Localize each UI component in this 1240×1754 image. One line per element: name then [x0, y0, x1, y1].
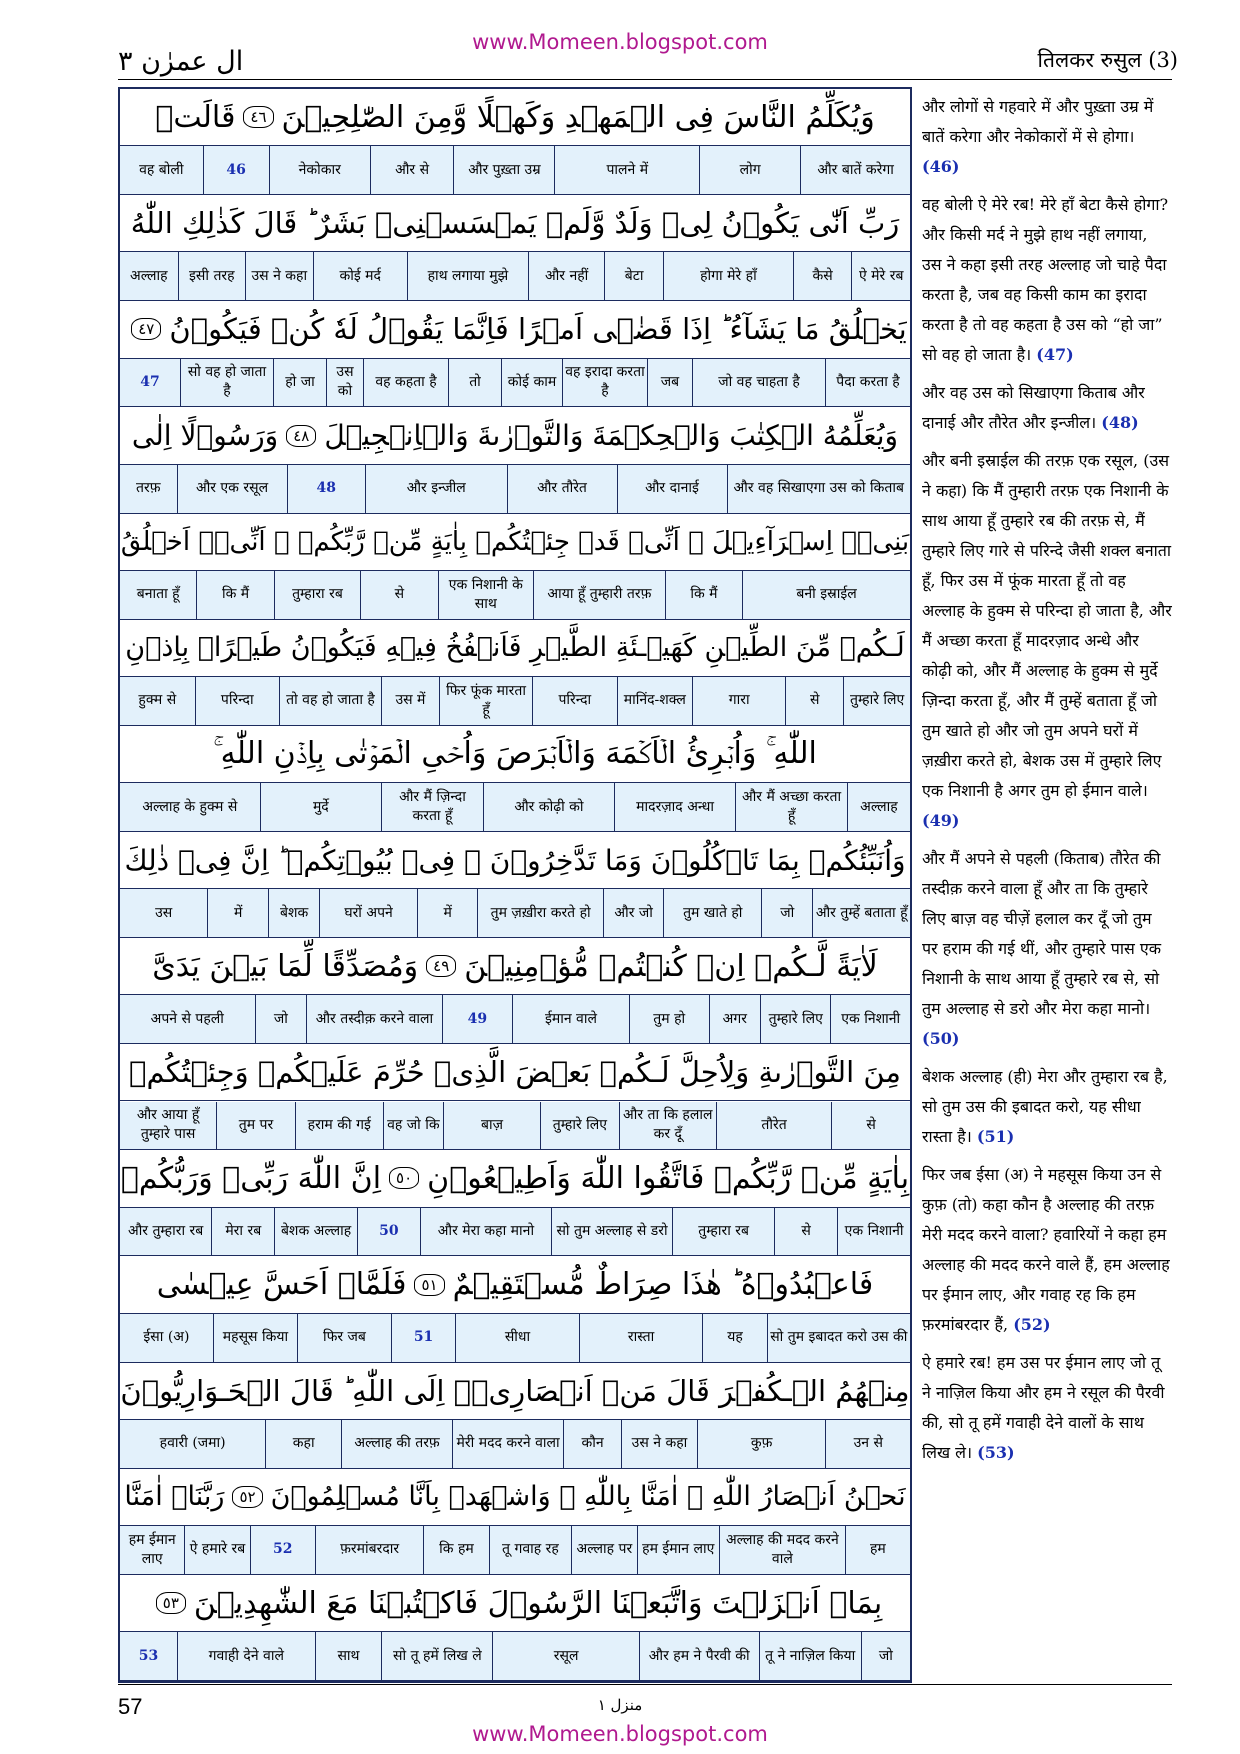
word-meaning-cell: जो: [761, 889, 812, 937]
word-meaning-cell: सो तुम अल्लाह से डरो: [551, 1208, 672, 1256]
word-meaning-cell: और ता कि हलाल कर दूँ: [619, 1102, 716, 1150]
word-meaning-cell: ईमान वाले: [512, 995, 629, 1043]
word-meaning-cell: होगा मेरे हाँ: [663, 252, 793, 300]
word-meaning-cell: हम: [845, 1526, 910, 1574]
word-meaning-cell: से: [774, 1208, 837, 1256]
word-meaning-cell: उस ने कहा: [245, 252, 313, 300]
hindi-word-row: [120, 995, 910, 1044]
word-meaning-cell: सो तू हमें लिख ले: [381, 1632, 492, 1680]
hindi-word-row: [120, 677, 910, 726]
word-meaning-cell: गवाही देने वाले: [177, 1632, 315, 1680]
footer-divider: [118, 1684, 1172, 1685]
manzil-label: منزل ١: [597, 1696, 643, 1714]
translation-ayah-number: (52): [1013, 1315, 1051, 1334]
word-meaning-cell: अल्लाह पर: [571, 1526, 636, 1574]
word-meaning-cell: नेकोकार: [269, 146, 370, 194]
arabic-text: وَيُعَلِّمُهُ الۡكِتٰبَ وَالۡحِكۡمَةَ وَالتَّوۡرٰٮةَ وَالۡاِنۡجِيۡلَ: [324, 419, 899, 453]
ayah-number-cell: 52: [250, 1526, 315, 1574]
ayah-number-marker: ٥٣: [156, 1592, 186, 1614]
arabic-text: بَنِىۡۤ اِسۡرَآءِيۡلَ ۙ اَنِّىۡ قَدۡ جِئۡتُكُمۡ بِاٰيَةٍ مِّنۡ رَّبِّكُمۡ ۙ اَنِّىۡۤ اَخۡلُقُ: [120, 526, 910, 557]
hindi-word-row: [120, 889, 910, 938]
ayah-number-cell: 46: [203, 146, 269, 194]
translation-text: बेशक अल्लाह (ही) मेरा और तुम्हारा रब है, सो तुम उस की इबादत करो, यह सीधा रास्ता है।: [922, 1067, 1168, 1146]
arabic-text-continued: وَمُصَدِّقًا لِّمَا بَيۡنَ يَدَىَّ: [152, 948, 419, 984]
word-meaning-cell: और बातें करेगा: [800, 146, 910, 194]
ayah-number-marker: ٤٧: [131, 318, 161, 340]
word-meaning-cell: और तौरेत: [507, 465, 617, 513]
ayah-number-marker: ٤٦: [243, 106, 273, 128]
word-meaning-cell: कोई मर्द: [313, 252, 407, 300]
word-meaning-cell: मेरा रब: [211, 1208, 274, 1256]
word-meaning-cell: वह जो कि: [383, 1102, 443, 1150]
arabic-line: [120, 514, 910, 571]
word-meaning-cell: फिर जब: [297, 1314, 391, 1362]
hindi-word-row: [120, 1632, 910, 1681]
word-meaning-cell: वह इरादा करता है: [562, 359, 647, 407]
hindi-word-row: [120, 1420, 910, 1469]
word-meaning-cell: बनी इस्राईल: [742, 571, 910, 619]
word-meaning-cell: से: [831, 1102, 910, 1150]
word-meaning-cell: इसी तरह: [178, 252, 246, 300]
ayah-number-cell: 50: [357, 1208, 420, 1256]
word-meaning-cell: ऐ मेरे रब: [851, 252, 910, 300]
ayah-number-marker: ٥٢: [232, 1486, 262, 1508]
word-meaning-cell: बेशक अल्लाह: [274, 1208, 357, 1256]
translation-paragraph: [922, 1062, 1172, 1152]
word-meaning-cell: से: [785, 677, 843, 725]
arabic-line: [120, 620, 910, 677]
translation-ayah-number: (53): [977, 1443, 1015, 1462]
word-meaning-cell: बाज़: [443, 1102, 540, 1150]
translation-paragraph: [922, 1348, 1172, 1468]
translation-paragraph: [922, 92, 1172, 182]
word-meaning-cell: और हम ने पैरवी की: [639, 1632, 759, 1680]
word-meaning-cell: और जो: [603, 889, 664, 937]
hindi-word-row: [120, 252, 910, 301]
word-meaning-cell: हो जा: [273, 359, 326, 407]
translation-paragraph: [922, 844, 1172, 1054]
word-meaning-cell: में: [207, 889, 268, 937]
arabic-text: وَيُكَلِّمُ النَّاسَ فِى الۡمَهۡدِ وَكَهۡلًا وَّمِنَ الصّٰلِحِيۡنَ: [281, 99, 875, 135]
word-meaning-cell: तू ने नाज़िल किया: [759, 1632, 861, 1680]
word-meaning-cell: तुम्हारा रब: [274, 571, 360, 619]
arabic-line: [120, 1363, 910, 1420]
translation-paragraph: [922, 1160, 1172, 1340]
word-meaning-cell: और मैं अच्छा करता हूँ: [735, 783, 847, 831]
arabic-text: لَاٰيَةً لَّـكُمۡ اِنۡ كُنۡتُمۡ مُّؤۡمِنِيۡنَ: [464, 948, 878, 984]
word-meaning-cell: सीधा: [455, 1314, 579, 1362]
word-meaning-cell: हराम की गई: [295, 1102, 383, 1150]
word-meaning-cell: बनाता हूँ: [136, 586, 180, 603]
juz-title: तिलकर रुसुल (3): [1037, 48, 1178, 72]
translation-text: ऐ हमारे रब! हम उस पर ईमान लाए जो तू ने नाज़िल किया और हम ने रसूल की पैरवी की, सो तू हमें गवाही देने वालों के साथ लिख ले।: [922, 1353, 1165, 1462]
arabic-text: نَحۡنُ اَنۡصَارُ اللّٰهِ ۚ اٰمَنَّا بِاللّٰهِ ۚ وَاشۡهَدۡ بِاَنَّا مُسۡلِمُوۡنَ: [270, 1481, 906, 1513]
ayah-number-marker: ٤٩: [426, 955, 456, 977]
arabic-line: [120, 195, 910, 252]
word-meaning-cell: फिर फूंक मारता हूँ: [439, 677, 532, 725]
word-meaning-cell: हवारी (जमा): [159, 1435, 226, 1452]
surah-name-arabic: ال عمرٰن ٣: [118, 46, 244, 77]
arabic-text-continued: قَالَتۡ: [155, 99, 236, 135]
translation-column: [922, 92, 1172, 1682]
word-meaning-cell: ईसा (अ): [143, 1329, 190, 1346]
word-meaning-cell: यह: [702, 1314, 766, 1362]
word-meaning-cell: परिन्दा: [532, 677, 616, 725]
word-meaning-cell: कि हम: [423, 1526, 488, 1574]
arabic-text: مِنۡهُمُ الۡـكُفۡرَ قَالَ مَنۡ اَنۡصَارِىۡۤ اِلَى اللّٰهِ ؕ قَالَ الۡحَـوَارِيُّوۡنَ: [120, 1373, 910, 1408]
word-meaning-cell: मादरज़ाद अन्धा: [614, 783, 735, 831]
arabic-text-continued: رَبَّنَاۤ اٰمَنَّا: [124, 1481, 225, 1513]
word-meaning-cell: कैसे: [793, 252, 852, 300]
word-meaning-cell: रसूल: [492, 1632, 638, 1680]
hindi-word-row: [120, 1208, 910, 1257]
word-meaning-cell: से: [360, 571, 437, 619]
arabic-text: وَاُنَبِّئُكُمۡ بِمَا تَاۡكُلُوۡنَ وَمَا تَدَّخِرُوۡنَ ۙ فِىۡ بُيُوۡتِكُمۡ ؕ اِنَّ فِىۡ ذٰلِكَ: [124, 843, 906, 877]
word-meaning-cell: घरों अपने: [319, 889, 417, 937]
word-meaning-cell: ऐ हमारे रब: [184, 1526, 249, 1574]
ayah-number-cell: 49: [442, 995, 512, 1043]
word-meaning-cell: और एक रसूल: [177, 465, 287, 513]
arabic-line: [120, 407, 910, 464]
header-url[interactable]: www.Momeen.blogspot.com: [472, 30, 768, 54]
translation-ayah-number: (46): [922, 157, 960, 176]
word-meaning-cell: तुम्हारे लिए: [540, 1102, 619, 1150]
hindi-word-row: [120, 146, 910, 195]
word-meaning-cell: और इन्जील: [365, 465, 507, 513]
hindi-word-row: [120, 1102, 910, 1151]
translation-paragraph: [922, 446, 1172, 836]
arabic-text-continued: وَرَسُوۡلًا اِلٰى: [131, 419, 279, 453]
word-meaning-cell: हम ईमान लाए: [128, 1531, 176, 1567]
word-meaning-cell: अल्लाह: [130, 267, 168, 284]
word-meaning-cell: परिन्दा: [195, 677, 279, 725]
word-meaning-cell: अल्लाह की तरफ़: [341, 1420, 452, 1468]
footer-url[interactable]: www.Momeen.blogspot.com: [472, 1722, 768, 1746]
word-meaning-cell: कोई काम: [501, 359, 562, 407]
word-meaning-cell: हाथ लगाया मुझे: [407, 252, 528, 300]
word-meaning-cell: फ़रमांबरदार: [315, 1526, 423, 1574]
arabic-line: [120, 1150, 910, 1207]
arabic-line: [120, 301, 910, 358]
word-meaning-cell: तौरेत: [716, 1102, 832, 1150]
word-meaning-cell: उन से: [825, 1420, 910, 1468]
word-meaning-cell: और वह सिखाएगा उस को किताब: [727, 465, 911, 513]
arabic-text-continued: اِنَّ اللّٰهَ رَبِّىۡ وَرَبُّكُمۡ: [120, 1160, 382, 1196]
word-meaning-cell: आया हूँ तुम्हारी तरफ़: [533, 571, 665, 619]
word-meaning-cell: गारा: [692, 677, 785, 725]
ayah-number-marker: ٥١: [414, 1274, 444, 1296]
word-meaning-cell: मेरी मदद करने वाला: [452, 1420, 563, 1468]
arabic-text: بِمَاۤ اَنۡزَلۡتَ وَاتَّبَعۡنَا الرَّسُوۡلَ فَاكۡتُبۡنَا مَعَ الشّٰهِدِيۡنَ: [193, 1585, 883, 1621]
word-meaning-cell: तुम पर: [216, 1102, 295, 1150]
word-meaning-cell: कुफ़: [697, 1420, 826, 1468]
word-meaning-cell: तुम्हारे लिए: [843, 677, 910, 725]
arabic-line: [120, 89, 910, 146]
word-meaning-cell: और नहीं: [528, 252, 604, 300]
translation-ayah-number: (49): [922, 811, 960, 830]
word-meaning-cell: जो: [255, 995, 307, 1043]
hindi-word-row: [120, 571, 910, 620]
word-meaning-cell: उस: [155, 904, 173, 921]
arabic-line: [120, 726, 910, 783]
word-meaning-cell: तो: [448, 359, 501, 407]
arabic-text-continued: فَلَمَّاۤ اَحَسَّ عِيۡسٰى: [156, 1267, 407, 1303]
hindi-word-row: [120, 1526, 910, 1575]
header-divider: [118, 79, 1172, 80]
translation-text: वह बोली ऐ मेरे रब! मेरे हाँ बेटा कैसे होगा? और किसी मर्द ने मुझे हाथ नहीं लगाया, उस ने कहा इसी तरह अल्लाह जो चाहे पैदा करता है, जब वह किसी काम का इरादा करता है तो वह कहता है उस को “हो जा” सो वह हो जाता है।: [922, 195, 1169, 364]
hindi-word-row: [120, 359, 910, 408]
word-meaning-cell: पालने में: [554, 146, 699, 194]
word-meaning-cell: और मेरा कहा मानो: [420, 1208, 551, 1256]
arabic-text: بِاٰيَةٍ مِّنۡ رَّبِّكُمۡ فَاتَّقُوا اللّٰهَ وَاَطِيۡعُوۡنِ: [427, 1160, 910, 1196]
arabic-text: فَاعۡبُدُوۡهُ ؕ هٰذَا صِرَاطٌ مُّسۡتَقِيۡمٌ: [452, 1267, 874, 1303]
word-meaning-cell: कि मैं: [196, 571, 273, 619]
word-meaning-cell: तुम ज़ख़ीरा करते हो: [477, 889, 602, 937]
translation-ayah-number: (51): [976, 1127, 1015, 1146]
arabic-text: لَـكُمۡ مِّنَ الطِّيۡنِ كَهَیۡـئَةِ الطَّيۡرِ فَاَنۡفُخُ فِيۡهِ فَيَكُوۡنُ طَيۡرًاۢ بِاِذۡنِ: [125, 632, 905, 664]
word-meaning-cell: जो: [861, 1632, 910, 1680]
arabic-line: [120, 832, 910, 889]
translation-ayah-number: (47): [1036, 345, 1074, 364]
arabic-line: [120, 1575, 910, 1632]
hindi-word-row: [120, 783, 910, 832]
word-meaning-cell: उस ने कहा: [621, 1420, 697, 1468]
word-meaning-cell: कौन: [563, 1420, 621, 1468]
word-meaning-cell: बेशक: [268, 889, 319, 937]
word-meaning-cell: और तस्दीक़ करने वाला: [306, 995, 442, 1043]
word-meaning-cell: पैदा करता है: [825, 359, 910, 407]
word-meaning-cell: और पुख़्ता उम्र: [453, 146, 554, 194]
word-meaning-cell: और मैं ज़िन्दा करता हूँ: [381, 783, 483, 831]
word-meaning-cell: हुक्म से: [138, 692, 177, 709]
word-meaning-cell: तुम हो: [629, 995, 709, 1043]
ayah-number-cell: 51: [391, 1314, 455, 1362]
word-meaning-cell: साथ: [315, 1632, 382, 1680]
word-meaning-cell: तुम्हारे लिए: [760, 995, 830, 1043]
word-meaning-cell: अपने से पहली: [150, 1010, 224, 1027]
word-meaning-cell: और दानाई: [617, 465, 727, 513]
word-meaning-cell: लोग: [699, 146, 800, 194]
word-meaning-cell: उस में: [381, 677, 439, 725]
arabic-line: [120, 938, 910, 995]
word-meaning-cell: और कोढ़ी को: [483, 783, 614, 831]
arabic-text: مِنَ التَّوۡرٰٮةِ وَلِاُحِلَّ لَـكُمۡ بَعۡضَ الَّذِىۡ حُرِّمَ عَلَيۡكُمۡ وَجِئۡتُكُمۡ: [129, 1055, 901, 1090]
word-meaning-cell: एक निशानी: [830, 995, 910, 1043]
hindi-word-row: [120, 465, 910, 514]
word-meaning-cell: अगर: [709, 995, 761, 1043]
translation-ayah-number: (48): [1101, 413, 1139, 432]
word-meaning-cell: तुम्हारा रब: [672, 1208, 774, 1256]
word-meaning-cell: कि मैं: [665, 571, 742, 619]
word-meaning-cell: अल्लाह के हुक्म से: [142, 798, 238, 815]
hindi-word-row: [120, 1314, 910, 1363]
translation-paragraph: [922, 190, 1172, 370]
word-meaning-cell: तू गवाह रह: [489, 1526, 572, 1574]
word-meaning-cell: रास्ता: [579, 1314, 703, 1362]
arabic-line: [120, 1044, 910, 1101]
ayah-number-marker: ٤٨: [286, 425, 316, 447]
word-meaning-cell: तरफ़: [136, 480, 161, 497]
word-meaning-cell: उस को: [326, 359, 363, 407]
word-meaning-cell: कहा: [265, 1420, 341, 1468]
word-meaning-cell: वह बोली: [139, 161, 184, 178]
word-meaning-cell: और तुम्हें बताता हूँ: [812, 889, 910, 937]
translation-ayah-number: (50): [922, 1029, 960, 1048]
word-meaning-cell: एक निशानी: [837, 1208, 910, 1256]
word-meaning-cell: जब: [647, 359, 692, 407]
ayah-number-cell: 48: [287, 465, 366, 513]
word-meaning-cell: वह कहता है: [363, 359, 448, 407]
word-meaning-cell: और आया हूँ तुम्हारे पास: [136, 1107, 200, 1143]
translation-text: और बनी इस्राईल की तरफ़ एक रसूल, (उस ने कहा) कि मैं तुम्हारी तरफ़ एक निशानी के साथ आया हूँ तुम्हारे रब की तरफ़ से, मैं तुम्हारे लिए गारे से परिन्दे जैसी शक्ल बनाता हूँ, फिर उस में फूंक मारता हूँ तो वह अल्लाह के हुक्म से परिन्दा हो जाता है, और मैं अच्छा करता हूँ मादरज़ाद अन्धे और कोढ़ी को, और मैं अल्लाह के हुक्म से मुर्दे ज़िन्दा करता हूँ, और मैं तुम्हें बताता हूँ जो तुम खाते हो और जो तुम अपने घरों में ज़ख़ीरा करते हो, बेशक उस में तुम्हारे लिए एक निशानी है अगर तुम हो ईमान वाले।: [922, 451, 1172, 800]
word-meaning-cell: तुम खाते हो: [663, 889, 761, 937]
word-meaning-cell: में: [417, 889, 478, 937]
word-meaning-cell: तो वह हो जाता है: [279, 677, 381, 725]
word-by-word-grid: [118, 87, 912, 1683]
translation-text: और लोगों से गहवारे में और पुख़्ता उम्र में बातें करेगा और नेकोकारों में से होगा।: [922, 97, 1154, 146]
arabic-line: [120, 1469, 910, 1526]
word-meaning-cell: और तुम्हारा रब: [127, 1223, 204, 1240]
arabic-line: [120, 1256, 910, 1313]
arabic-text: رَبِّ اَنّٰى يَكُوۡنُ لِىۡ وَلَدٌ وَّلَمۡ يَمۡسَسۡنِىۡ بَشَرٌ ؕ قَالَ كَذٰلِكِ اللّٰهُ: [130, 206, 900, 241]
word-meaning-cell: अल्लाह की मदद करने वाले: [719, 1526, 845, 1574]
ayah-number-marker: ٥٠: [389, 1167, 419, 1189]
word-meaning-cell: मुर्दे: [260, 783, 381, 831]
word-meaning-cell: हम ईमान लाए: [637, 1526, 720, 1574]
word-meaning-cell: बेटा: [604, 252, 663, 300]
arabic-text: اللّٰهِ ۚ وَاُبۡرِئُ الۡاَكۡمَهَ وَالۡاَبۡرَصَ وَاُحۡىِ الۡمَوۡتٰى بِاِذۡنِ اللّٰهِ ۚ: [213, 736, 817, 772]
word-meaning-cell: जो वह चाहता है: [692, 359, 825, 407]
ayah-number-cell: 53: [138, 1647, 159, 1664]
word-meaning-cell: मानिंद-शक्ल: [617, 677, 693, 725]
translation-text: और वह उस को सिखाएगा किताब और दानाई और तौरेत और इन्जील।: [922, 383, 1145, 432]
word-meaning-cell: और से: [370, 146, 454, 194]
arabic-text: يَخۡلُقُ مَا يَشَآءُ ؕ اِذَا قَضٰۤى اَمۡرًا فَاِنَّمَا يَقُوۡلُ لَهٗ كُنۡ فَيَكُوۡنُ: [169, 312, 907, 347]
word-meaning-cell: सो वह हो जाता है: [180, 359, 273, 407]
translation-paragraph: [922, 378, 1172, 438]
translation-text: फिर जब ईसा (अ) ने महसूस किया उन से कुफ़ (तो) कहा कौन है अल्लाह की तरफ़ मेरी मदद करने वाला? हवारियों ने कहा हम अल्लाह की मदद करने वाले हैं, हम अल्लाह पर ईमान लाए, और गवाह रह कि हम फ़रमांबरदार हैं,: [922, 1165, 1170, 1334]
translation-text: और मैं अपने से पहली (किताब) तौरेत की तस्दीक़ करने वाला हूँ और ता कि तुम्हारे लिए बाज़ वह चीज़ें हलाल कर दूँ जो तुम पर हराम की गई थीं, और तुम्हारे पास एक निशानी के साथ आया हूँ तुम्हारे रब से, सो तुम अल्लाह से डरो और मेरा कहा मानो।: [922, 849, 1162, 1018]
word-meaning-cell: एक निशानी के साथ: [438, 571, 533, 619]
page-number: 57: [118, 1694, 143, 1719]
word-meaning-cell: महसूस किया: [213, 1314, 297, 1362]
word-meaning-cell: सो तुम इबादत करो उस की: [767, 1314, 910, 1362]
ayah-number-cell: 47: [140, 373, 160, 390]
word-meaning-cell: अल्लाह: [847, 783, 910, 831]
